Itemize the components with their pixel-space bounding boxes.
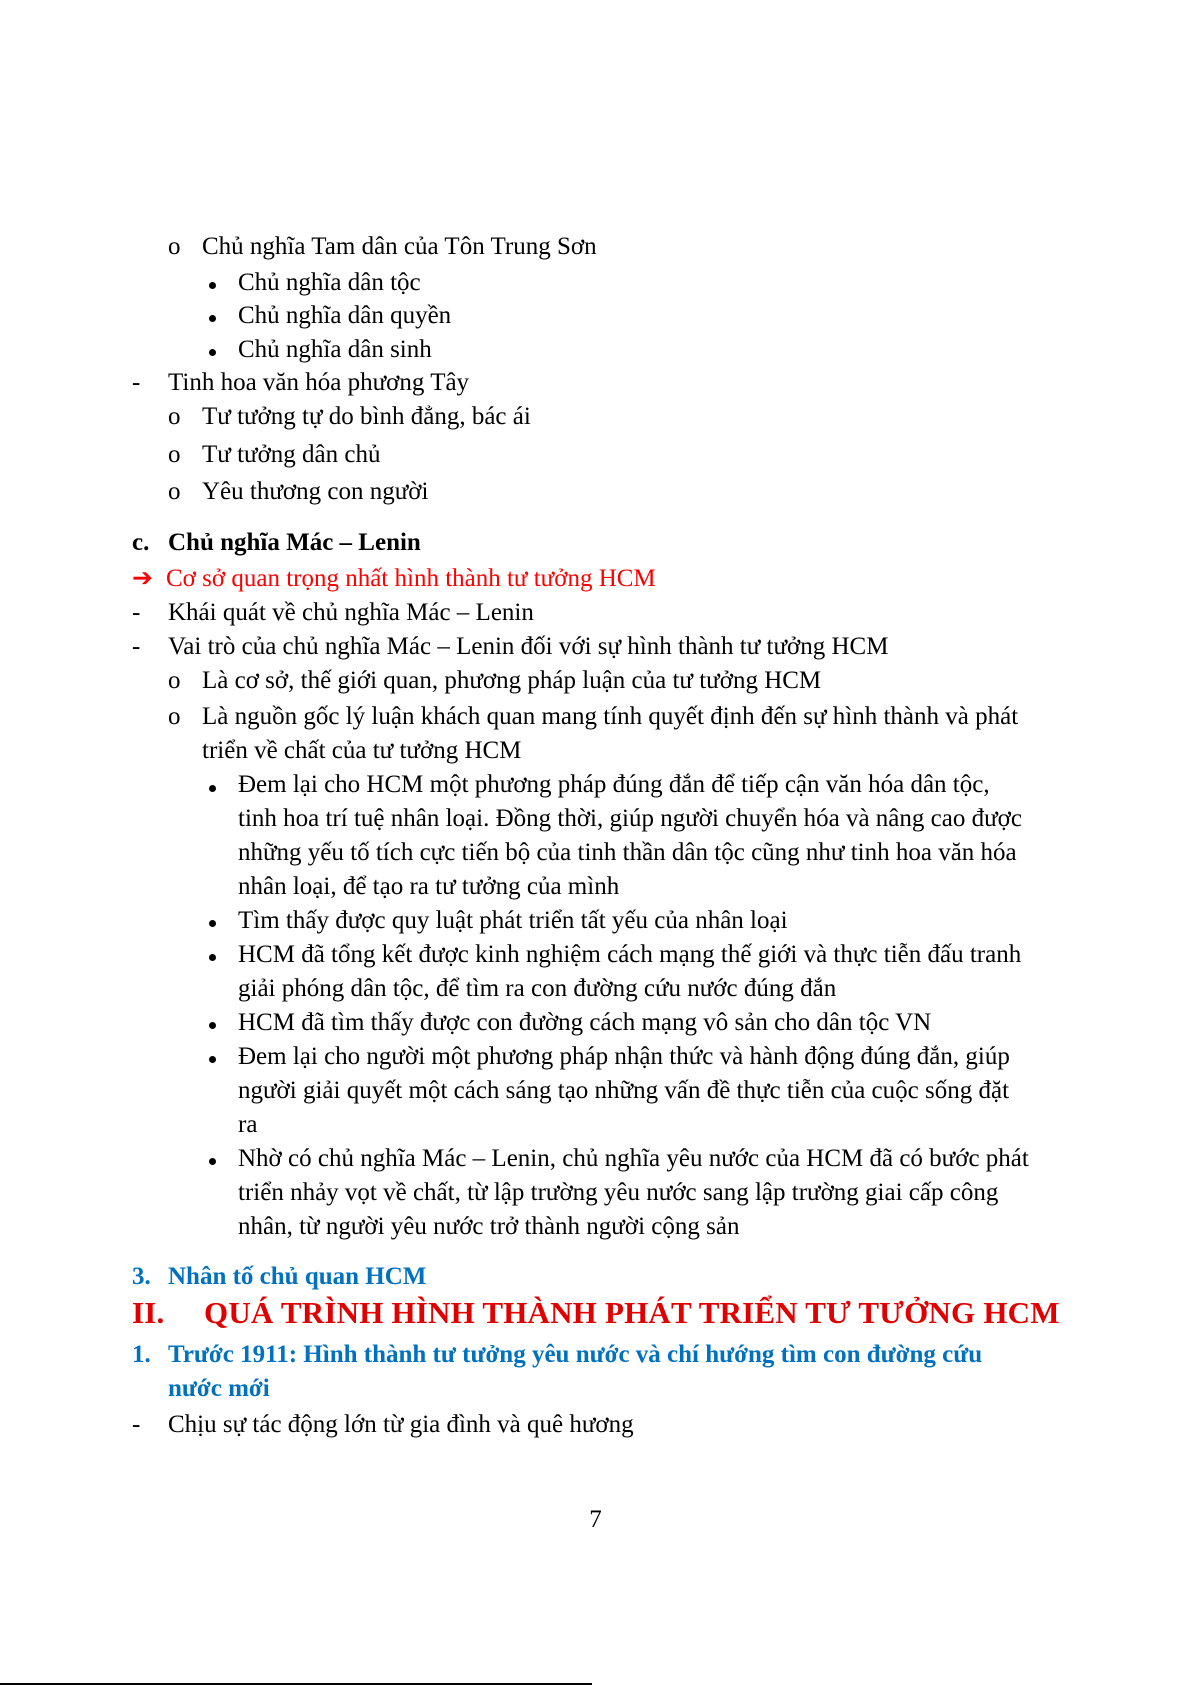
dash-bullet: - (132, 1411, 141, 1438)
circle-bullet: o (168, 667, 181, 694)
list-item: Yêu thương con người (202, 478, 429, 505)
list-item-continuation: nhân loại, để tạo ra tư tưởng của mình (238, 873, 620, 900)
dash-bullet: - (132, 633, 141, 660)
circle-bullet: o (168, 478, 181, 505)
section-heading: Trước 1911: Hình thành tư tưởng yêu nước và chí hướng tìm con đường cứu (168, 1341, 983, 1368)
list-item-continuation: triển về chất của tư tưởng HCM (202, 737, 522, 764)
bullet-dot-icon (209, 315, 216, 322)
page-number: 7 (589, 1506, 602, 1533)
list-item-continuation: người giải quyết một cách sáng tạo những vấn đề thực tiễn của cuộc sống đặt (238, 1077, 1010, 1104)
bullet-dot-icon (209, 920, 216, 927)
chapter-heading: QUÁ TRÌNH HÌNH THÀNH PHÁT TRIỂN TƯ TƯỞNG HCM (204, 1295, 1060, 1330)
conclusion-text: Cơ sở quan trọng nhất hình thành tư tưởng HCM (166, 565, 656, 592)
bullet-dot-icon (209, 1022, 216, 1029)
section-heading: Chủ nghĩa Mác – Lenin (168, 529, 421, 556)
section-heading-number: c. (132, 529, 150, 556)
bullet-dot-icon (209, 349, 216, 356)
list-item: Chủ nghĩa dân quyền (238, 302, 452, 329)
list-item: Đem lại cho HCM một phương pháp đúng đắn để tiếp cận văn hóa dân tộc, (238, 771, 990, 798)
list-item-continuation: ra (238, 1111, 258, 1138)
bullet-dot-icon (209, 785, 216, 792)
section-heading-number: 3. (132, 1263, 151, 1290)
section-heading-continuation: nước mới (168, 1375, 270, 1402)
list-item: Chủ nghĩa dân sinh (238, 336, 432, 363)
list-item: Là cơ sở, thế giới quan, phương pháp luận của tư tưởng HCM (202, 667, 822, 694)
list-item: Vai trò của chủ nghĩa Mác – Lenin đối với sự hình thành tư tưởng HCM (168, 633, 889, 660)
list-item: Tìm thấy được quy luật phát triển tất yếu của nhân loại (238, 907, 788, 934)
list-item: Chủ nghĩa Tam dân của Tôn Trung Sơn (202, 233, 597, 260)
bullet-dot-icon (209, 954, 216, 961)
circle-bullet: o (168, 233, 181, 260)
arrow-icon: ➔ (132, 565, 153, 592)
bullet-dot-icon (209, 282, 216, 289)
list-item-continuation: những yếu tố tích cực tiến bộ của tinh thần dân tộc cũng như tinh hoa văn hóa (238, 839, 1017, 866)
dash-bullet: - (132, 599, 141, 626)
list-item-continuation: nhân, từ người yêu nước trở thành người cộng sản (238, 1213, 740, 1240)
list-item: Là nguồn gốc lý luận khách quan mang tính quyết định đến sự hình thành và phát (202, 703, 1019, 730)
circle-bullet: o (168, 403, 181, 430)
section-heading-number: 1. (132, 1341, 151, 1368)
list-item-continuation: triển nhảy vọt về chất, từ lập trường yêu nước sang lập trường giai cấp công (238, 1179, 999, 1206)
bullet-dot-icon (209, 1056, 216, 1063)
list-item: Nhờ có chủ nghĩa Mác – Lenin, chủ nghĩa yêu nước của HCM đã có bước phát (238, 1145, 1029, 1172)
dash-bullet: - (132, 369, 141, 396)
circle-bullet: o (168, 441, 181, 468)
bullet-dot-icon (209, 1158, 216, 1165)
list-item-continuation: giải phóng dân tộc, để tìm ra con đường cứu nước đúng đắn (238, 975, 837, 1002)
list-item: HCM đã tìm thấy được con đường cách mạng vô sản cho dân tộc VN (238, 1009, 932, 1036)
list-item: Khái quát về chủ nghĩa Mác – Lenin (168, 599, 534, 626)
list-item: Tư tưởng dân chủ (202, 441, 381, 468)
chapter-heading-number: II. (132, 1295, 165, 1330)
list-item: Đem lại cho người một phương pháp nhận thức và hành động đúng đắn, giúp (238, 1043, 1010, 1070)
list-item: Chủ nghĩa dân tộc (238, 269, 421, 296)
section-heading: Nhân tố chủ quan HCM (168, 1263, 427, 1290)
list-item: Chịu sự tác động lớn từ gia đình và quê hương (168, 1411, 634, 1438)
list-item-continuation: tinh hoa trí tuệ nhân loại. Đồng thời, giúp người chuyển hóa và nâng cao được (238, 805, 1022, 832)
circle-bullet: o (168, 703, 181, 730)
list-item: Tư tưởng tự do bình đẳng, bác ái (202, 403, 531, 430)
list-item: HCM đã tổng kết được kinh nghiệm cách mạng thế giới và thực tiễn đấu tranh (238, 941, 1022, 968)
list-item: Tinh hoa văn hóa phương Tây (168, 369, 470, 396)
